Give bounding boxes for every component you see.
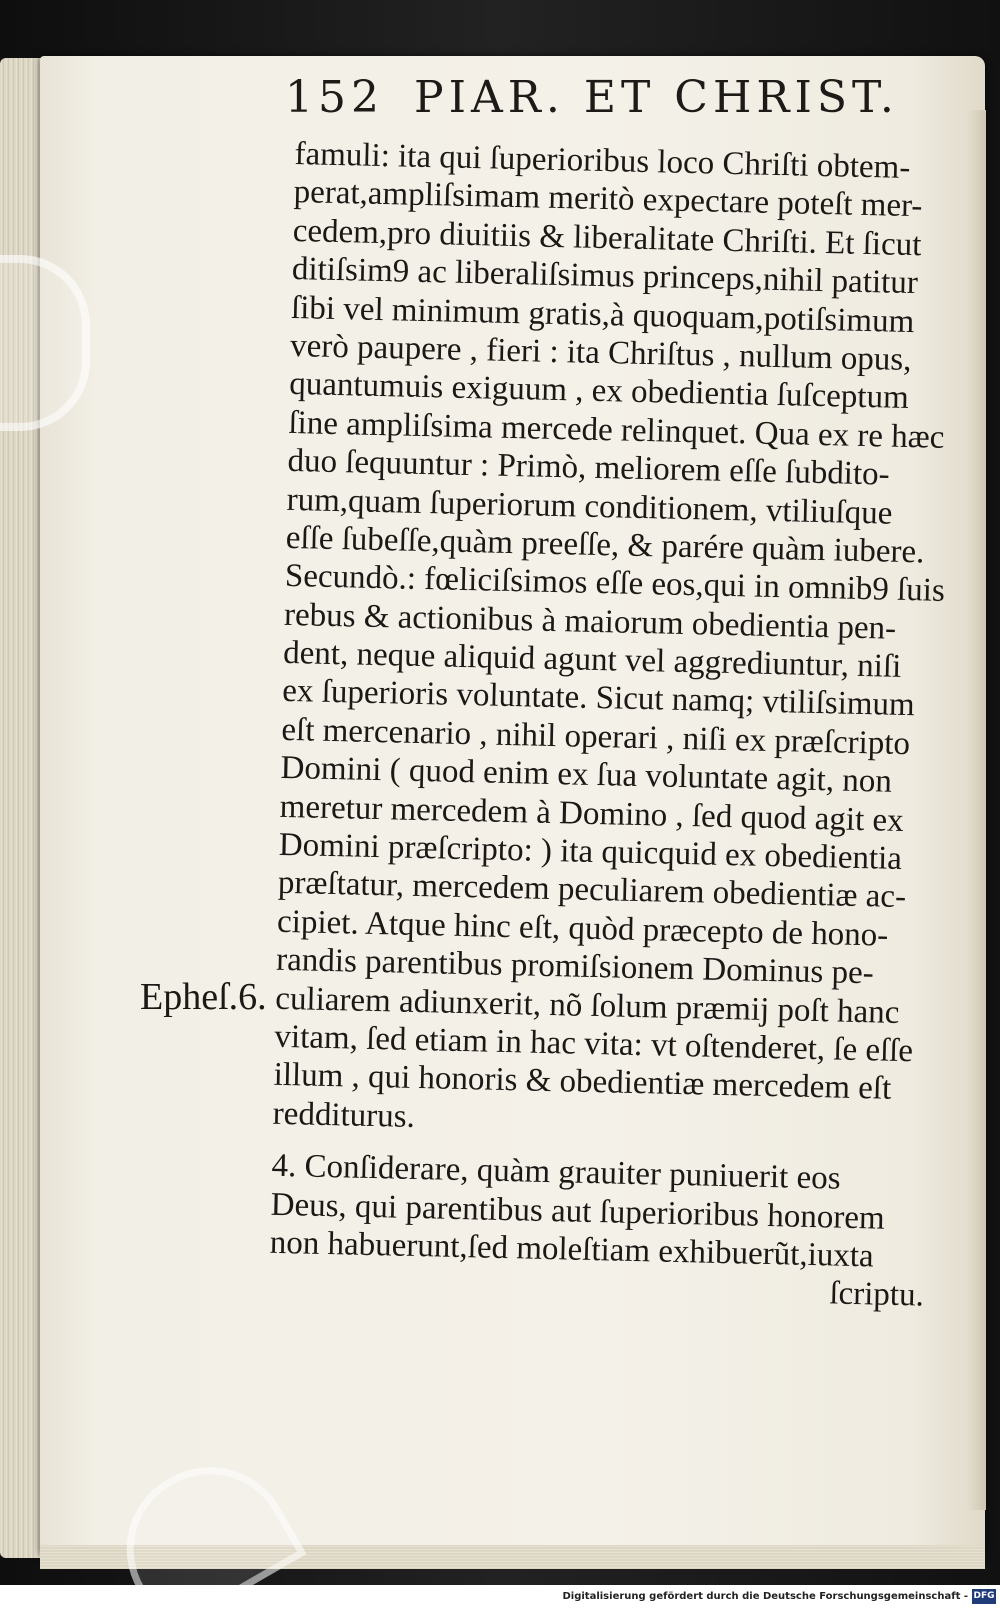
text-line: Domini ( quod enim ex ſua voluntate agit, non	[280, 750, 893, 800]
text-line: famuli: ita qui ſuperioribus loco Chriſti obtem-	[294, 135, 911, 186]
text-line: ſibi vel minimum gratis,à quoquam,potiſsimum	[290, 289, 915, 340]
text-line: quantumuis exiguum , ex obedientia ſuſceptum	[288, 366, 910, 417]
paragraph-4-line: non habuerunt,ſed moleſtiam exhibuerũt,iuxta	[269, 1224, 875, 1275]
text-line: redditurus.	[272, 1095, 416, 1135]
text-line: cipiet. Atque hinc eſt, quòd præcepto de hono-	[276, 903, 889, 954]
text-line: meretur mercedem à Domino , ſed quod agit ex	[279, 788, 905, 839]
text-line: cedem,pro diuitiis & liberalitate Chriſti. Et ſicut	[292, 212, 922, 264]
text-line: Domini præſcripto: ) ita quicquid ex obedientia	[278, 826, 903, 877]
text-line: culiarem adiunxerit, nõ ſolum præmij poſt hanc	[274, 980, 900, 1031]
text-line: præſtatur, mercedem peculiarem obedientiæ ac-	[277, 865, 907, 916]
text-line: ſine ampliſsima mercede relinquet. Qua ex re hæc	[288, 404, 945, 456]
text-line: ditiſsim9 ac liberaliſsimus princeps,nihil patitur	[291, 251, 919, 302]
main-text	[269, 135, 960, 1316]
paragraph-4-line: 4. Conſiderare, quàm grauiter puniuerit eos	[271, 1147, 841, 1197]
text-line: eſſe ſubeſſe,quàm preeſſe, & parére quàm iubere.	[285, 519, 925, 571]
text-line: verò paupere , fieri : ita Chriſtus , nullum opus,	[289, 327, 912, 378]
text-line: eſt mercenario , nihil operari , niſi ex præſcripto	[281, 711, 911, 762]
paragraph-4-line: Deus, qui parentibus aut ſuperioribus honorem	[270, 1186, 886, 1237]
footer-bar	[0, 1585, 1000, 1610]
running-header	[285, 72, 905, 123]
catchword: ſcriptu.	[829, 1275, 925, 1314]
text-line: illum , qui honoris & obedientiæ mercedem eſt	[273, 1057, 892, 1108]
text-line: duo ſequuntur : Primò, meliorem eſſe ſubdito-	[287, 443, 891, 493]
footer-credit: Digitalisierung gefördert durch die Deutsche Forschungsgemeinschaft -	[562, 1591, 968, 1602]
text-line: randis parentibus promiſsionem Dominus pe-	[275, 941, 875, 992]
text-line: rebus & actionibus à maiorum obedientia pen-	[283, 596, 897, 647]
text-line: vitam, ſed etiam in hac vita: vt oſtenderet, ſe eſſe	[274, 1018, 914, 1070]
text-line: rum,quam ſuperiorum conditionem, vtiliuſque	[286, 481, 893, 532]
dfg-logo: DFG	[972, 1589, 996, 1604]
page-number: 152	[285, 72, 384, 123]
text-line: perat,ampliſsimam meritò expectare poteſt mer-	[293, 174, 923, 225]
margin-note: Epheſ.6.	[140, 976, 267, 1018]
text-line: Secundò.: fœliciſsimos eſſe eos,qui in omnib9 ſuis	[284, 558, 946, 610]
text-line: dent, neque aliquid agunt vel aggrediuntur, niſi	[282, 634, 902, 685]
page-right-edge	[968, 110, 986, 1510]
text-line: ex ſuperioris voluntate. Sicut namq; vtiliſsimum	[281, 673, 916, 724]
running-title: PIAR. ET CHRIST.	[413, 72, 899, 123]
